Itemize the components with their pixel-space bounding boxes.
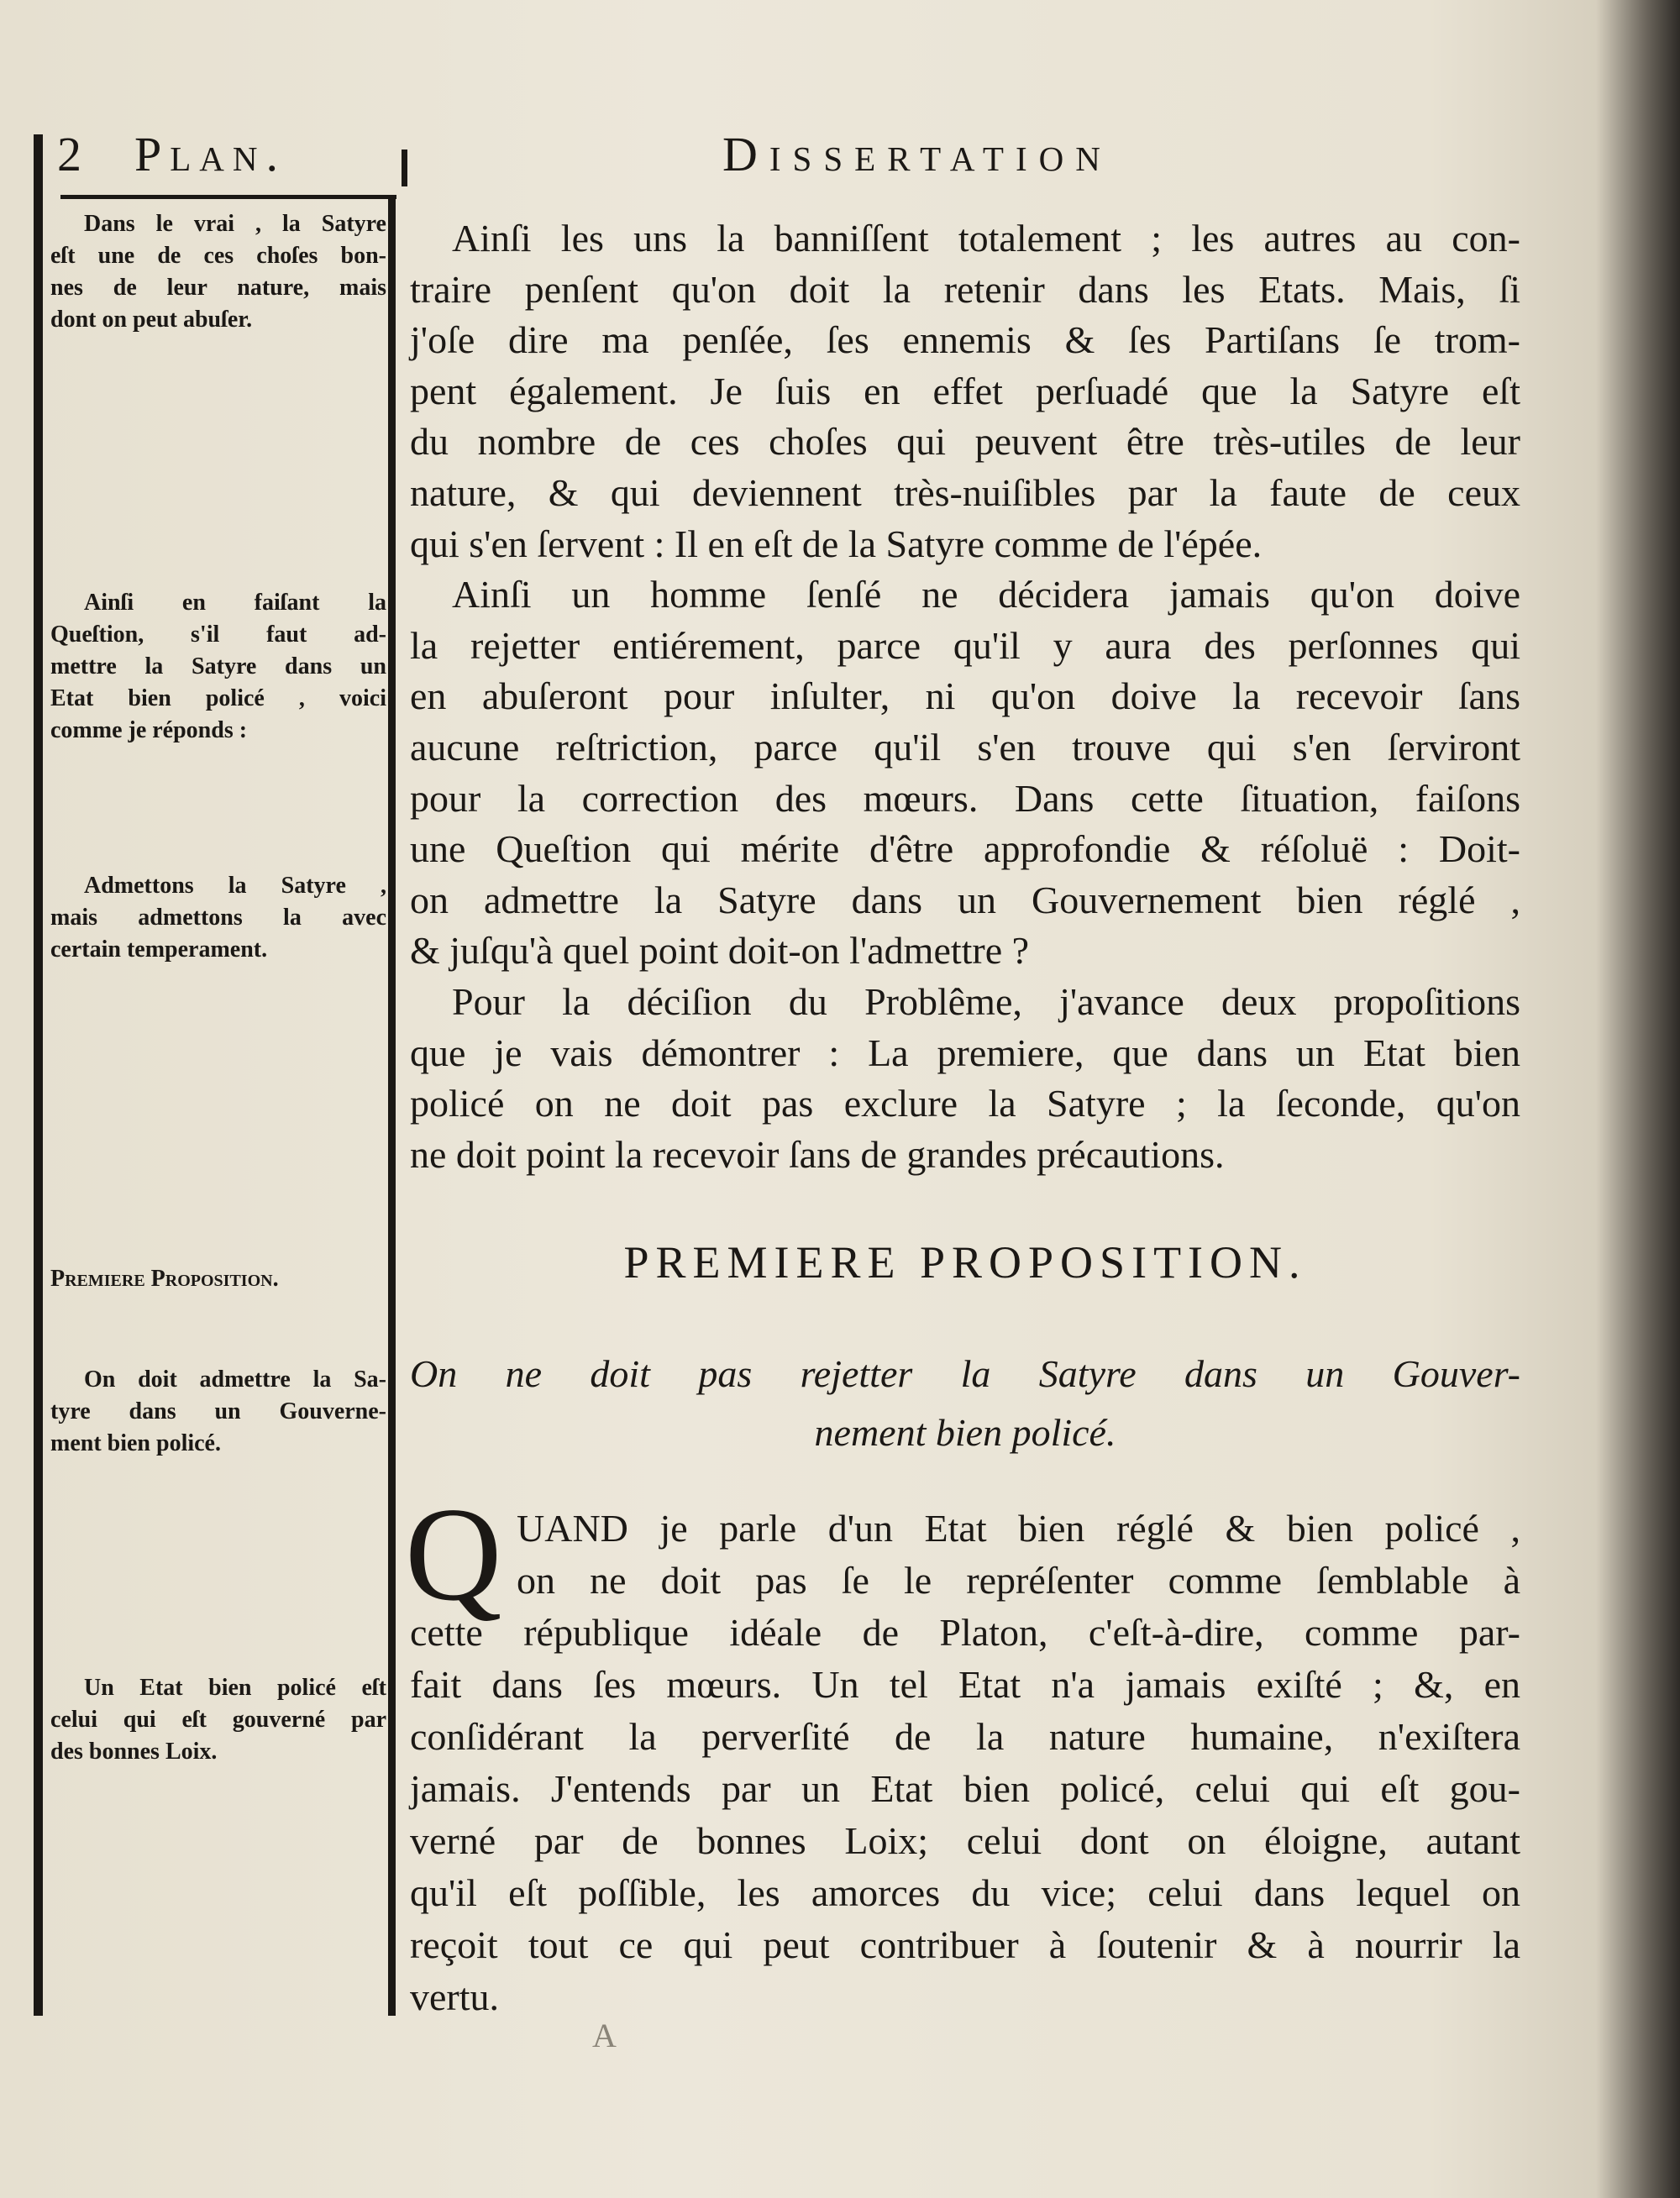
text-line: pour la correction des mœurs. Dans cette ſituation, faiſons: [410, 776, 1520, 820]
text-line: policé on ne doit pas exclure la Satyre ; la ſeconde, qu'on: [410, 1082, 1520, 1125]
text-line: j'oſe dire ma penſée, ſes ennemis & ſes Partiſans ſe trom-: [410, 318, 1520, 362]
text-line: la rejetter entiérement, parce qu'il y aura des perſonnes qui: [410, 623, 1520, 667]
signature-mark: A: [592, 2017, 617, 2054]
margin-note-line: On doit admettre la Sa-: [84, 1367, 386, 1393]
margin-note-line: mais admettons la avec: [50, 905, 386, 931]
margin-note-line: Premiere Proposition.: [50, 1266, 279, 1292]
margin-note-line: nes de leur nature, mais: [50, 275, 386, 301]
margin-note-line: Etat bien policé , voici: [50, 685, 386, 711]
text-line: on ne doit pas ſe le repréſenter comme ſemblable à: [517, 1559, 1520, 1602]
thesis-line: nement bien policé.: [814, 1411, 1116, 1454]
margin-note-line: comme je réponds :: [50, 717, 248, 743]
text-line: traire penſent qu'on doit la retenir dans les Etats. Mais, ſi: [410, 267, 1520, 311]
text-line: nature, & qui deviennent très-nuiſibles par la faute de ceux: [410, 471, 1520, 514]
margin-note-line: certain temperament.: [50, 936, 268, 963]
thesis-line: On ne doit pas rejetter la Satyre dans un Gouver-: [410, 1352, 1520, 1395]
text-line: Ainſi un homme ſenſé ne décidera jamais qu'on doive: [452, 573, 1520, 616]
text-line: une Queſtion qui mérite d'être approfondie & réſoluë : Doit-: [410, 827, 1520, 871]
running-title: Dissertation: [722, 127, 1112, 181]
text-line: qu'il eſt poſſible, les amorces du vice; celui dans lequel on: [410, 1871, 1520, 1914]
text-line: on admettre la Satyre dans un Gouvernement bien réglé ,: [410, 878, 1520, 921]
text-line: reçoit tout ce qui peut contribuer à ſoutenir & à nourrir la: [410, 1923, 1520, 1966]
column-divider-rule: [388, 197, 396, 2016]
text-line: cette république idéale de Platon, c'eſt-à-dire, comme par-: [410, 1611, 1520, 1654]
margin-note-line: Admettons la Satyre ,: [84, 873, 386, 899]
drop-cap: Q: [405, 1479, 502, 1629]
text-line: vertu.: [410, 1975, 500, 2018]
margin-note-line: eſt une de ces choſes bon-: [50, 243, 386, 269]
margin-note-line: Queſtion, s'il faut ad-: [50, 622, 386, 648]
text-line: & juſqu'à quel point doit-on l'admettre ?: [410, 929, 1030, 973]
text-line: que je vais démontrer : La premiere, que dans un Etat bien: [410, 1031, 1520, 1074]
margin-header-rule: [60, 195, 396, 199]
margin-note-line: dont on peut abuſer.: [50, 307, 253, 333]
text-line: pent également. Je ſuis en effet perſuadé que la Satyre eſt: [410, 369, 1520, 412]
text-line: aucune reſtriction, parce qu'il s'en trouve qui s'en ſerviront: [410, 726, 1520, 769]
text-line: fait dans ſes mœurs. Un tel Etat n'a jamais exiſté ; &, en: [410, 1663, 1520, 1706]
margin-note-line: tyre dans un Gouverne-: [50, 1398, 386, 1424]
text-line: verné par de bonnes Loix; celui dont on éloigne, autant: [410, 1819, 1520, 1862]
section-heading: PREMIERE PROPOSITION.: [623, 1237, 1307, 1288]
margin-note-line: Ainſi en faiſant la: [84, 590, 386, 616]
margin-note-line: Un Etat bien policé eſt: [84, 1675, 386, 1701]
left-margin-rule: [34, 134, 43, 2016]
margin-note-line: Dans le vrai , la Satyre: [84, 211, 386, 237]
text-line: jamais. J'entends par un Etat bien policé, celui qui eſt gou-: [410, 1767, 1520, 1810]
page-number: 2: [57, 127, 90, 181]
header-divider: [402, 150, 407, 186]
text-line: qui s'en ſervent : Il en eſt de la Satyre comme de l'épée.: [410, 522, 1263, 565]
margin-note-line: celui qui eſt gouverné par: [50, 1707, 386, 1733]
text-line: Ainſi les uns la banniſſent totalement ; les autres au con-: [452, 217, 1520, 260]
text-line: Pour la déciſion du Problême, j'avance deux propoſitions: [452, 980, 1520, 1023]
text-line: UAND je parle d'un Etat bien réglé & bien policé ,: [517, 1507, 1520, 1550]
margin-note-line: des bonnes Loix.: [50, 1739, 218, 1765]
text-line: du nombre de ces choſes qui peuvent être très-utiles de leur: [410, 420, 1520, 464]
margin-note-line: ment bien policé.: [50, 1430, 221, 1456]
margin-title: Plan.: [134, 127, 287, 181]
text-line: ne doit point la recevoir ſans de grandes précautions.: [410, 1132, 1225, 1176]
text-line: conſidérant la perverſité de la nature humaine, n'exiſtera: [410, 1715, 1520, 1758]
text-line: en abuſeront pour inſulter, ni qu'on doive la recevoir ſans: [410, 674, 1520, 718]
margin-note-line: mettre la Satyre dans un: [50, 653, 386, 679]
